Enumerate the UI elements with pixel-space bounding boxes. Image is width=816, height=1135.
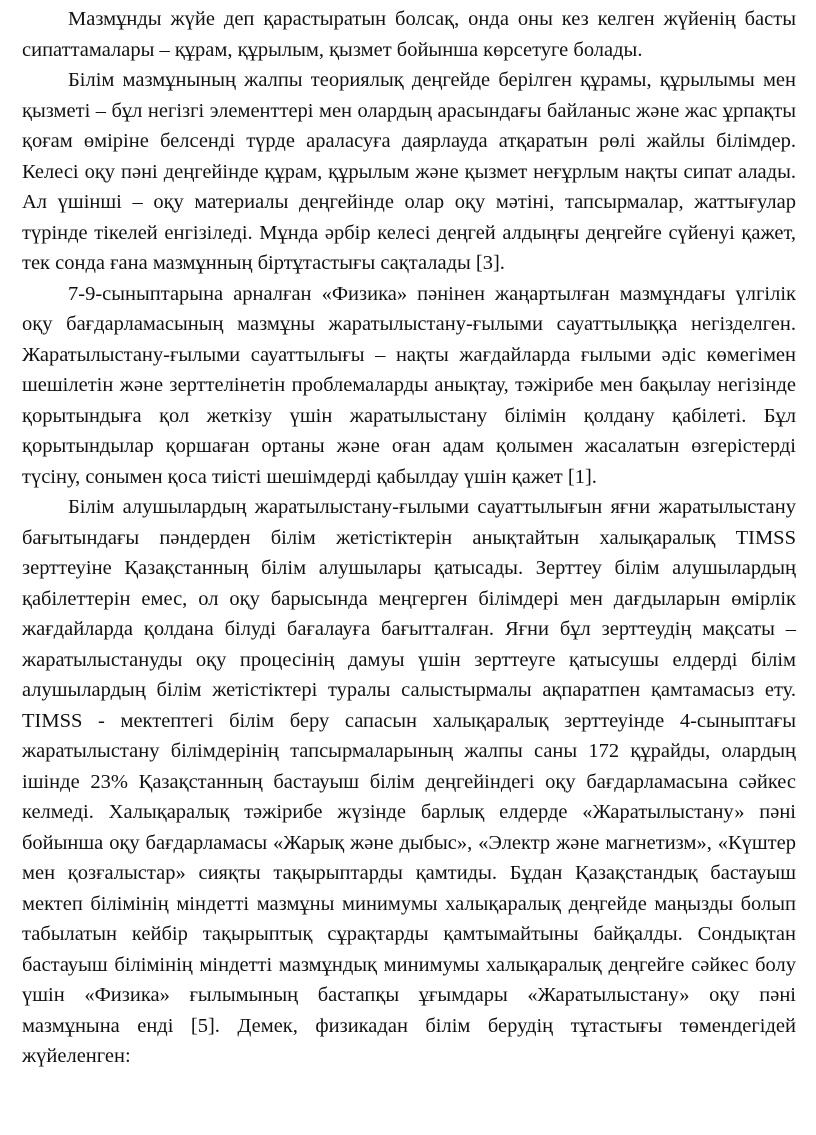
paragraph-timss-study: Білім алушылардың жаратылыстану-ғылыми сауаттылығын яғни жаратылыстану бағытындағы пәндерден білім жетістіктерін анықтайтын халықаралық TIMSS зерттеуіне Қазақстанның білім алушылары қатысады. Зерттеу білім алушылардың қабілеттерін емес, ол оқу барысында меңгерген білімдері мен дағдыларын өмірлік жағдайларда қолдана білуді бағалауға бағытталған. Яғни бұл зерттеудің мақсаты – жаратылыстануды оқу процесінің дамуы үшін зерттеуге қатысушы елдерді білім алушылардың білім жетістіктері туралы салыстырмалы ақпаратпен қамтамасыз ету. TIMSS - мектептегі білім беру сапасын халықаралық зерттеуінде 4-сыныптағы жаратылыстану білімдерінің тапсырмаларының жалпы саны 172 құрайды, олардың ішінде 23% Қазақстанның бастауыш білім деңгейіндегі оқу бағдарламасына сәйкес келмеді. Халықаралық тәжірибе жүзінде барлық елдерде «Жаратылыстану» пәні бойынша оқу бағдарламасы «Жарық және дыбыс», «Электр және магнетизм», «Күштер мен қозғалыстар» сияқты тақырыптарды қамтиды. Бұдан Қазақстандық бастауыш мектеп білімінің міндетті мазмұны минимумы халықаралық деңгейде маңызды болып табылатын кейбір тақырыптық сұрақтарды қамтымайтыны байқалды. Сондықтан бастауыш білімінің міндетті мазмұндық минимумы халықаралық деңгейге сәйкес болу үшін «Физика» ғылымының бастапқы ұғымдары «Жаратылыстану» оқу пәні мазмұнына енді [5]. Демек, физикадан білім берудің тұтастығы төмендегідей жүйеленген: [22,496,796,1067]
paragraph-content-levels: Білім мазмұнының жалпы теориялық деңгейде берілген құрамы, құрылымы мен қызметі – бұл негізгі элементтері мен олардың арасындағы байланыс және жас ұрпақты қоғам өміріне белсенді түрде араласуға даярлауда атқаратын рөлі жайлы білімдер. Келесі оқу пәні деңгейінде құрам, құрылым және қызмет неғұрлым нақты сипат алады. Ал үшінші – оқу материалы деңгейінде олар оқу мәтіні, тапсырмалар, жаттығулар түрінде тікелей енгізіледі. Мұнда әрбір келесі деңгей алдыңғы деңгейге сүйенуі қажет, тек сонда ғана мазмұнның біртұтастығы сақталады [3]. [22,69,796,274]
paragraph-physics-program: 7-9-сыныптарына арналған «Физика» пәнінен жаңартылған мазмұндағы үлгілік оқу бағдарламасының мазмұны жаратылыстану-ғылыми сауаттылыққа негізделген. Жаратылыстану-ғылыми сауаттылығы – нақты жағдайларда ғылыми әдіс көмегімен шешілетін және зерттелінетін проблемаларды анықтау, тәжірибе мен бақылау негізінде қорытындыға қол жеткізу үшін жаратылыстану білімін қолдану қабілеті. Бұл қорытындылар қоршаған ортаны және оған адам қолымен жасалатын өзгерістерді түсіну, сонымен қоса тиісті шешімдерді қабылдау үшін қажет [1]. [22,282,796,488]
paragraph-system-content: Мазмұнды жүйе деп қарастыратын болсақ, онда оны кез келген жүйенің басты сипаттамалары – құрам, құрылым, қызмет бойынша көрсетуге болады. [22,8,796,61]
